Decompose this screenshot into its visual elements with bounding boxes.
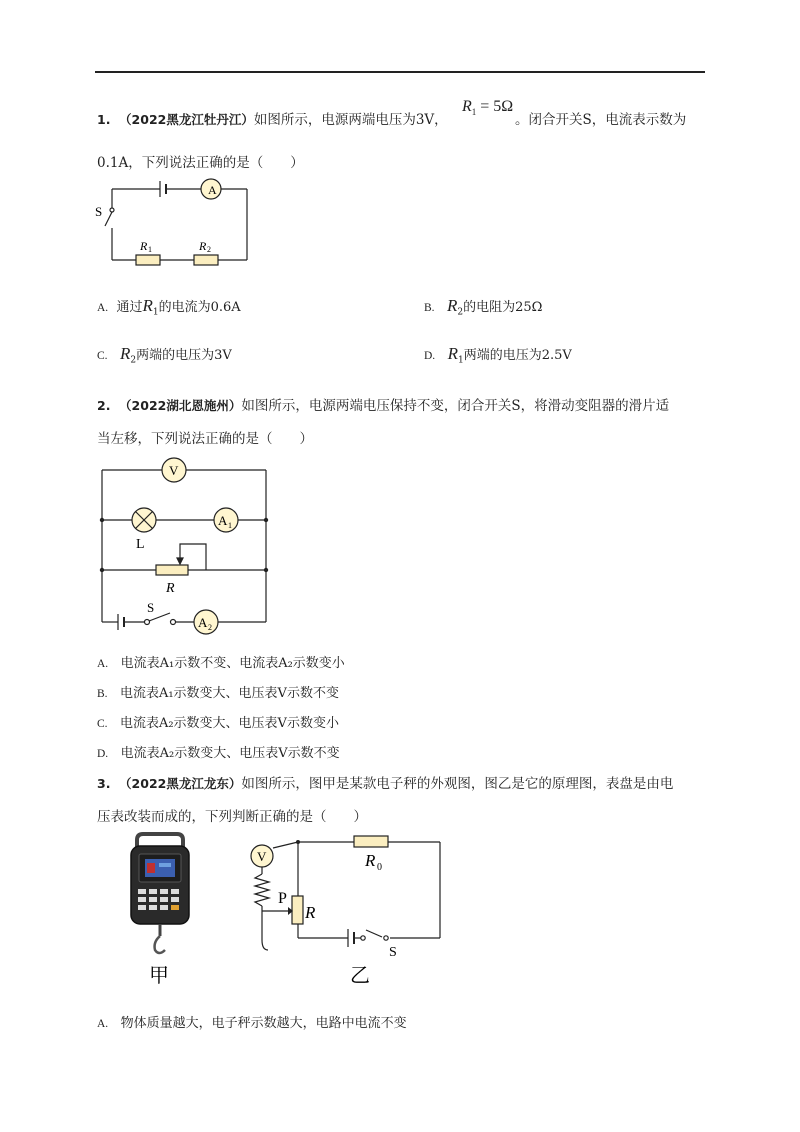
q1-source: （2022黑龙江牡丹江）	[119, 112, 254, 127]
r1-label: R	[140, 239, 148, 253]
electronic-scale-illustration	[125, 832, 195, 992]
q3-text-b: 压表改装而成的，下列判断正确的是（ ）	[97, 809, 367, 825]
switch-blade	[105, 212, 112, 226]
spring-icon	[255, 874, 269, 906]
switch-label: S	[147, 600, 155, 615]
a2-label: A	[198, 615, 208, 630]
switch-blade	[366, 930, 382, 937]
q1-text-b: 。闭合开关S，电流表示数为	[515, 112, 687, 128]
q3-circuit-diagram	[240, 830, 450, 995]
q3-number: 3.	[97, 776, 111, 791]
r0-label: R	[365, 851, 376, 870]
label-jia: 甲	[149, 965, 169, 987]
switch-contact-left	[145, 620, 150, 625]
q1-option-b[interactable]: B. $R_2$的电阻为25Ω	[424, 296, 543, 318]
q1-number: 1.	[97, 112, 111, 127]
q2-text-a: 如图所示，电源两端电压保持不变，闭合开关S，将滑动变阻器的滑片适	[241, 398, 670, 414]
label-yi: 乙	[350, 965, 370, 987]
q2-option-b[interactable]: B. 电流表A₁示数变大、电压表V示数不变	[97, 686, 339, 701]
r0-sub: 0	[377, 862, 382, 873]
q3-line1	[97, 772, 673, 792]
a1-label: A	[218, 513, 228, 528]
q2-circuit-diagram	[92, 452, 282, 642]
q2-source: （2022湖北恩施州）	[119, 398, 242, 413]
q1-option-a[interactable]: A. 通过$R_1$的电流为0.6A	[97, 296, 241, 318]
resistor-r2	[194, 255, 218, 265]
q1-line1	[97, 108, 448, 128]
q3-text-a: 如图所示，图甲是某款电子秤的外观图，图乙是它的原理图，表盘是由电	[241, 776, 674, 792]
q3-source: （2022黑龙江龙东）	[119, 776, 242, 791]
q2-text-b: 当左移，下列说法正确的是（ ）	[97, 431, 313, 447]
a2-sub: 2	[208, 623, 212, 632]
voltmeter-label: V	[169, 463, 179, 478]
q3-option-a[interactable]: A. 物体质量越大，电子秤示数越大，电路中电流不变	[97, 1016, 407, 1031]
switch-contact	[110, 208, 114, 212]
ammeter-label: A	[208, 183, 217, 197]
q1-text-a: 如图所示，电源两端电压为3V，	[253, 112, 448, 128]
q2-option-c[interactable]: C. 电流表A₂示数变大、电压表V示数变小	[97, 716, 339, 731]
r2-sub: 2	[207, 245, 211, 254]
rheostat-icon	[156, 565, 188, 575]
hook-icon	[262, 940, 268, 950]
q1-formula: $R_1 = 5\Omega$	[462, 98, 514, 118]
resistor-r1	[136, 255, 160, 265]
q2-option-a[interactable]: A. 电流表A₁示数不变、电流表A₂示数变小	[97, 656, 345, 671]
switch-contact-left	[361, 936, 365, 940]
pointer-label: P	[278, 890, 287, 907]
switch-label: S	[389, 945, 397, 960]
rheostat-label: R	[305, 903, 316, 922]
rheostat-label: R	[166, 581, 175, 596]
rheostat-r	[292, 896, 303, 924]
switch-label: S	[95, 204, 103, 219]
switch-contact-right	[171, 620, 176, 625]
q1-text-c: 0.1A，下列说法正确的是（ ）	[97, 155, 304, 171]
q2-line1	[97, 394, 669, 414]
q2-option-d[interactable]: D. 电流表A₂示数变大、电压表V示数不变	[97, 746, 340, 761]
q1-option-d[interactable]: D. $R_1$两端的电压为2.5V	[424, 344, 572, 366]
header-rule	[95, 71, 705, 73]
voltmeter-label: V	[257, 849, 267, 864]
switch-contact-right	[384, 936, 388, 940]
r2-label: R	[199, 239, 207, 253]
q1-option-c[interactable]: C. $R_2$两端的电压为3V	[97, 344, 232, 366]
resistor-r0	[354, 836, 388, 847]
r1-sub: 1	[148, 245, 152, 254]
scale-hook	[155, 936, 165, 953]
a1-sub: 1	[228, 521, 232, 530]
lamp-label: L	[136, 537, 145, 552]
q1-circuit-diagram	[92, 172, 262, 272]
q2-number: 2.	[97, 398, 111, 413]
